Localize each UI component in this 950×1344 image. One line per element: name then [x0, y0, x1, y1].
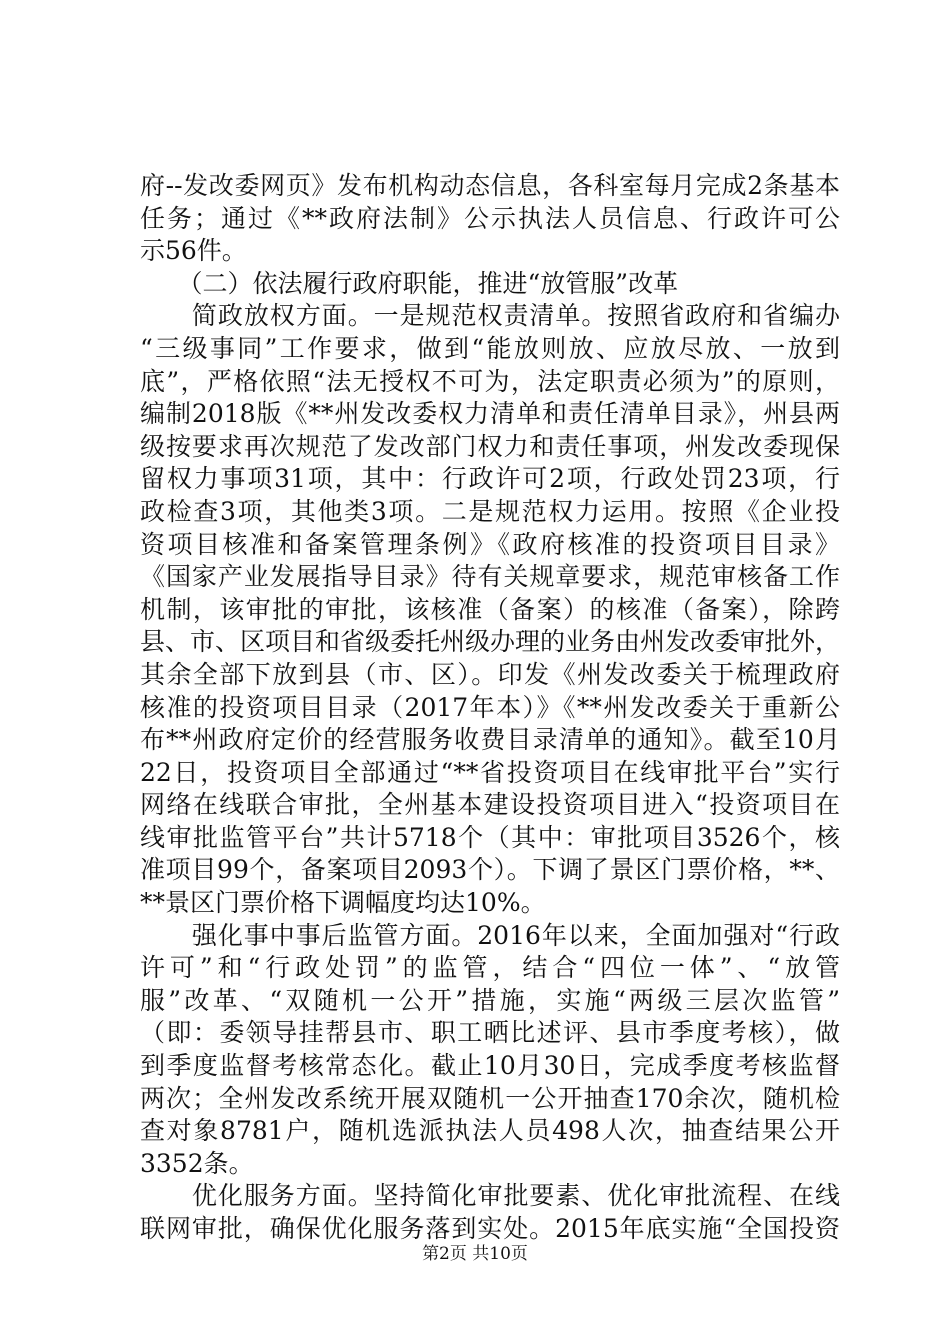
- body-line: 网络在线联合审批，全州基本建设投资项目进入“投资项目在: [140, 790, 840, 820]
- body-line: 政检查3项，其他类3项。二是规范权力运用。按照《企业投: [140, 496, 840, 526]
- body-line: 留权力事项31项，其中：行政许可2项，行政处罚23项，行: [140, 464, 840, 494]
- body-line: “三级事同”工作要求，做到“能放则放、应放尽放、一放到: [140, 333, 840, 363]
- document-body: [140, 170, 840, 1246]
- body-line: 底”，严格依照“法无授权不可为，法定职责必须为”的原则，: [140, 366, 840, 396]
- body-line: 到季度监督考核常态化。截止10月30日，完成季度考核监督: [140, 1051, 840, 1081]
- body-line: 优化服务方面。坚持简化审批要素、优化审批流程、在线: [140, 1181, 840, 1211]
- body-line: 编制2018版《**州发改委权力清单和责任清单目录》，州县两: [140, 399, 840, 429]
- body-line: 府--发改委网页》发布机构动态信息，各科室每月完成2条基本: [140, 171, 840, 200]
- body-line: 《国家产业发展指导目录》待有关规章要求，规范审核备工作: [140, 562, 840, 592]
- body-line: 其余全部下放到县（市、区）。印发《州发改委关于梳理政府: [140, 659, 840, 689]
- body-line: 两次；全州发改系统开展双随机一公开抽查170余次，随机检: [140, 1083, 840, 1113]
- body-line: 联网审批，确保优化服务落到实处。2015年底实施“全国投资: [140, 1214, 840, 1243]
- body-line: **景区门票价格下调幅度均达10%。: [140, 888, 546, 918]
- body-line: 机制，该审批的审批，该核准（备案）的核准（备案），除跨: [140, 594, 840, 624]
- body-line: 强化事中事后监管方面。2016年以来，全面加强对“行政: [140, 920, 840, 950]
- body-line: 任务；通过《**政府法制》公示执法人员信息、行政许可公: [140, 203, 840, 233]
- body-line: 服”改革、“双随机一公开”措施，实施“两级三层次监管”: [140, 985, 840, 1015]
- body-line: （即：委领导挂帮县市、职工晒比述评、县市季度考核），做: [140, 1018, 840, 1048]
- body-line: 线审批监管平台”共计5718个（其中：审批项目3526个，核: [140, 822, 840, 852]
- body-line: 查对象8781户，随机选派执法人员498人次，抽查结果公开: [140, 1116, 840, 1146]
- body-line: （二）依法履行政府职能，推进“放管服”改革: [140, 268, 679, 298]
- body-line: 3352条。: [140, 1148, 254, 1178]
- body-line: 核准的投资项目目录（2017年本）》《**州发改委关于重新公: [140, 692, 840, 722]
- page-footer: 第2页 共10页: [422, 1244, 528, 1264]
- body-line: 许可”和“行政处罚”的监管，结合“四位一体”、“放管: [140, 953, 840, 983]
- body-line: 简政放权方面。一是规范权责清单。按照省政府和省编办: [140, 301, 840, 331]
- body-line: 资项目核准和备案管理条例》《政府核准的投资项目目录》: [140, 529, 840, 559]
- body-line: 22日，投资项目全部通过“**省投资项目在线审批平台”实行: [140, 757, 840, 787]
- body-line: 级按要求再次规范了发改部门权力和责任事项，州发改委现保: [140, 431, 840, 461]
- body-line: 布**州政府定价的经营服务收费目录清单的通知》。截至10月: [140, 725, 840, 755]
- body-line: 县、市、区项目和省级委托州级办理的业务由州发改委审批外，: [140, 627, 840, 657]
- body-line: 准项目99个，备案项目2093个）。下调了景区门票价格，**、: [140, 855, 840, 885]
- body-line: 示56件。: [140, 236, 247, 266]
